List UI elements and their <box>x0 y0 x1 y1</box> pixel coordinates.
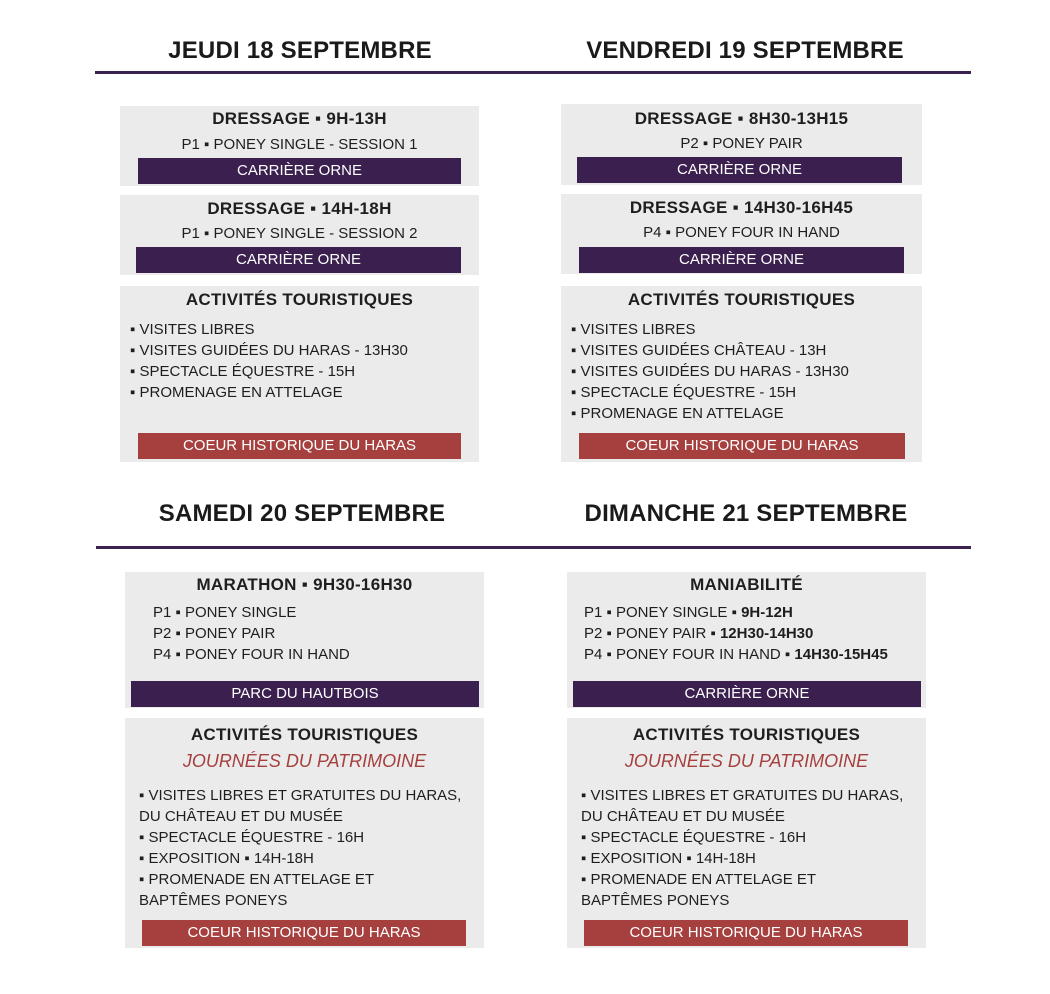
day-title-saturday: SAMEDI 20 SEPTEMBRE <box>158 500 446 527</box>
list-item: ▪ SPECTACLE ÉQUESTRE - 16H <box>139 829 365 846</box>
venue-label: CARRIÈRE ORNE <box>136 247 461 273</box>
venue-label: COEUR HISTORIQUE DU HARAS <box>584 920 908 946</box>
card-title: ACTIVITÉS TOURISTIQUES <box>627 290 856 309</box>
list-item: ▪ PROMENADE EN ATTELAGE ET <box>581 871 817 888</box>
card-title: ACTIVITÉS TOURISTIQUES <box>185 290 414 309</box>
list-item: BAPTÊMES PONEYS <box>139 892 288 909</box>
class-time: 12H30-14H30 <box>719 625 814 642</box>
list-item <box>584 623 888 644</box>
class-time: 9H-12H <box>741 604 793 621</box>
list-item: ▪ SPECTACLE ÉQUESTRE - 15H <box>130 363 356 380</box>
activity-list <box>571 319 849 424</box>
sunday-maniability-card <box>567 572 926 708</box>
list-item: DU CHÂTEAU ET DU MUSÉE <box>581 808 785 825</box>
card-title: DRESSAGE ▪ 14H-18H <box>207 199 392 218</box>
bottom-divider-rule <box>96 546 971 549</box>
top-divider-rule <box>95 71 971 74</box>
card-subtitle: P2 ▪ PONEY PAIR <box>680 135 803 152</box>
venue-label: CARRIÈRE ORNE <box>138 158 461 184</box>
saturday-tourism-card <box>125 718 484 948</box>
venue-label: COEUR HISTORIQUE DU HARAS <box>579 433 905 459</box>
saturday-marathon-card <box>125 572 484 708</box>
card-title: DRESSAGE ▪ 9H-13H <box>212 109 387 128</box>
list-item: ▪ SPECTACLE ÉQUESTRE - 16H <box>581 829 807 846</box>
card-subtitle: P4 ▪ PONEY FOUR IN HAND <box>643 224 840 241</box>
venue-label: PARC DU HAUTBOIS <box>131 681 479 707</box>
heritage-days-subtitle: JOURNÉES DU PATRIMOINE <box>624 751 869 771</box>
list-item: ▪ EXPOSITION ▪ 14H-18H <box>139 850 314 867</box>
venue-label: CARRIÈRE ORNE <box>579 247 904 273</box>
list-item: ▪ VISITES LIBRES ET GRATUITES DU HARAS, <box>139 787 462 804</box>
thursday-tourism-card <box>120 286 479 462</box>
venue-label: COEUR HISTORIQUE DU HARAS <box>138 433 461 459</box>
list-item: ▪ PROMENAGE EN ATTELAGE <box>571 405 784 422</box>
day-title-sunday: DIMANCHE 21 SEPTEMBRE <box>584 500 908 527</box>
card-title: ACTIVITÉS TOURISTIQUES <box>190 725 419 744</box>
list-item <box>584 602 888 623</box>
class-list <box>584 602 888 665</box>
day-title-thursday: JEUDI 18 SEPTEMBRE <box>168 37 432 64</box>
card-subtitle: P1 ▪ PONEY SINGLE - SESSION 1 <box>181 136 418 153</box>
class-label: P2 ▪ PONEY PAIR ▪ <box>584 625 720 642</box>
list-item: ▪ VISITES LIBRES <box>130 321 255 338</box>
day-title-friday: VENDREDI 19 SEPTEMBRE <box>586 37 904 64</box>
activity-list <box>139 785 461 911</box>
activity-list <box>130 319 408 403</box>
friday-tourism-card <box>561 286 922 462</box>
class-time: 14H30-15H45 <box>794 646 888 663</box>
card-title: MANIABILITÉ <box>690 575 803 594</box>
list-item: ▪ PROMENAGE EN ATTELAGE <box>130 384 343 401</box>
list-item: P2 ▪ PONEY PAIR <box>153 625 276 642</box>
list-item: ▪ VISITES LIBRES <box>571 321 696 338</box>
list-item: P4 ▪ PONEY FOUR IN HAND <box>153 646 350 663</box>
list-item: ▪ PROMENADE EN ATTELAGE ET <box>139 871 375 888</box>
card-title: MARATHON ▪ 9H30-16H30 <box>196 575 413 594</box>
card-title: DRESSAGE ▪ 14H30-16H45 <box>629 198 854 217</box>
heritage-days-subtitle: JOURNÉES DU PATRIMOINE <box>182 751 427 771</box>
card-subtitle: P1 ▪ PONEY SINGLE - SESSION 2 <box>181 225 418 242</box>
venue-label: CARRIÈRE ORNE <box>573 681 921 707</box>
activity-list <box>581 785 903 911</box>
venue-label: COEUR HISTORIQUE DU HARAS <box>142 920 466 946</box>
venue-label: CARRIÈRE ORNE <box>577 157 902 183</box>
friday-dressage-morning-card <box>561 104 922 185</box>
list-item: ▪ SPECTACLE ÉQUESTRE - 15H <box>571 384 797 401</box>
class-list <box>153 602 350 665</box>
thursday-dressage-afternoon-card <box>120 195 479 275</box>
card-title: ACTIVITÉS TOURISTIQUES <box>632 725 861 744</box>
list-item: ▪ VISITES GUIDÉES DU HARAS - 13H30 <box>571 363 849 380</box>
sunday-tourism-card <box>567 718 926 948</box>
class-label: P4 ▪ PONEY FOUR IN HAND ▪ <box>584 646 795 663</box>
list-item: ▪ VISITES GUIDÉES CHÂTEAU - 13H <box>571 342 827 359</box>
list-item: BAPTÊMES PONEYS <box>581 892 730 909</box>
friday-dressage-afternoon-card <box>561 194 922 274</box>
list-item: ▪ VISITES LIBRES ET GRATUITES DU HARAS, <box>581 787 904 804</box>
list-item: P1 ▪ PONEY SINGLE <box>153 604 297 621</box>
list-item <box>584 644 888 665</box>
list-item: ▪ VISITES GUIDÉES DU HARAS - 13H30 <box>130 342 408 359</box>
class-label: P1 ▪ PONEY SINGLE ▪ <box>584 604 742 621</box>
thursday-dressage-morning-card <box>120 106 479 186</box>
list-item: ▪ EXPOSITION ▪ 14H-18H <box>581 850 756 867</box>
list-item: DU CHÂTEAU ET DU MUSÉE <box>139 808 343 825</box>
card-title: DRESSAGE ▪ 8H30-13H15 <box>634 109 849 128</box>
